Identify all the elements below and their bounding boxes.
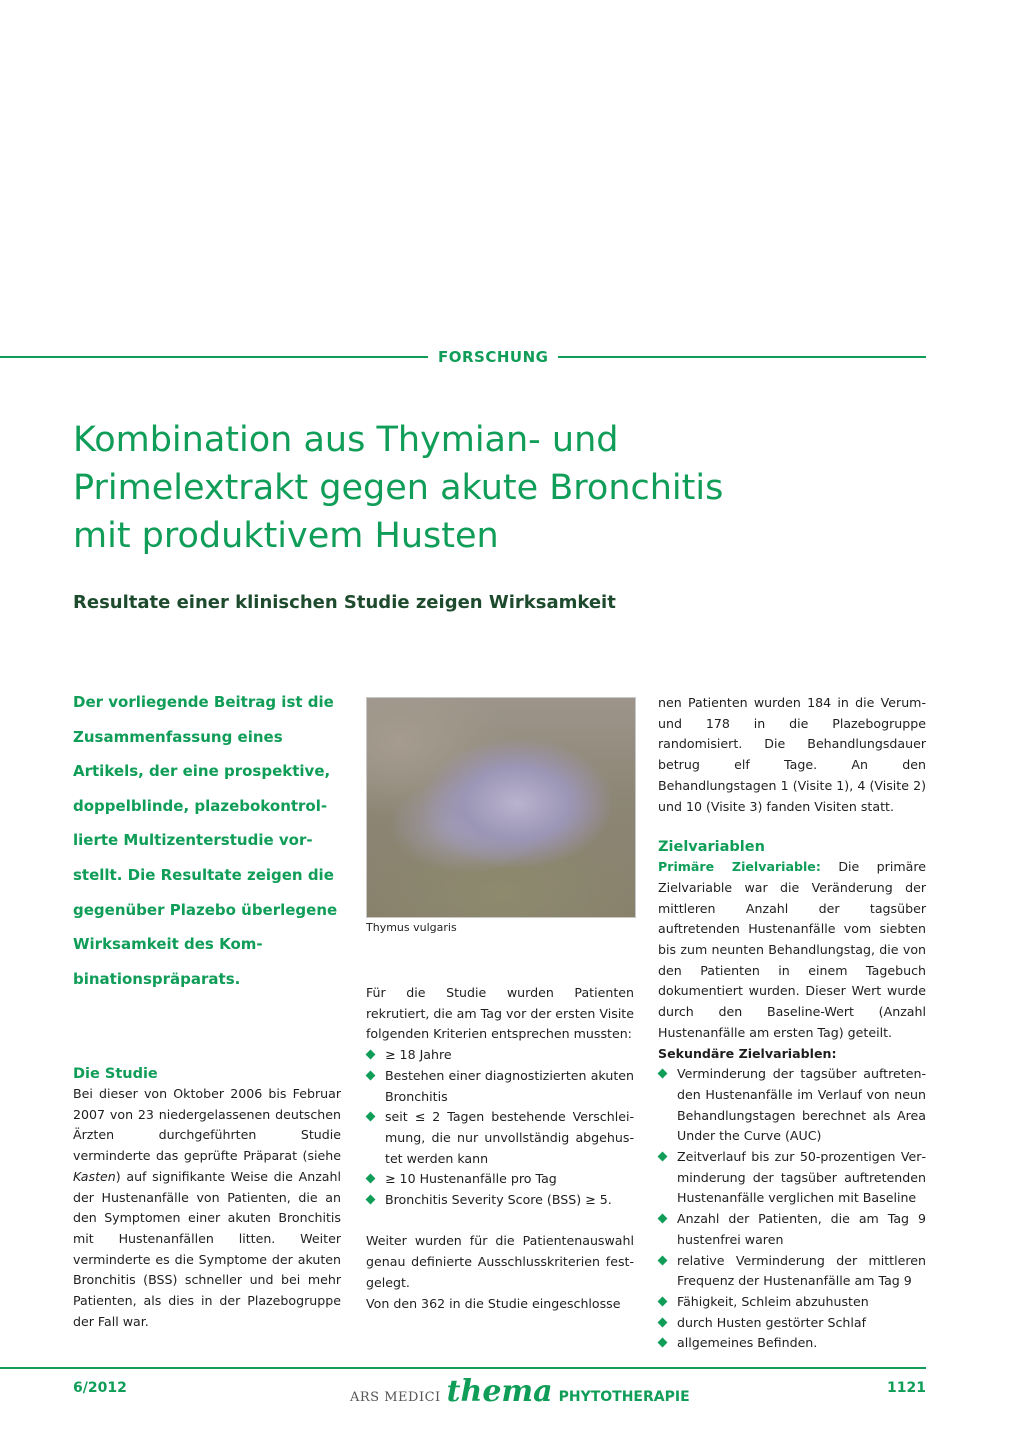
brand-section: PHYTOTHERAPIE bbox=[558, 1389, 690, 1405]
page-number: 1121 bbox=[887, 1380, 926, 1396]
journal-brand bbox=[350, 1374, 690, 1410]
section-header bbox=[0, 347, 926, 367]
list-item: durch Husten gestörter Schlaf bbox=[658, 1313, 926, 1334]
section-rule-left bbox=[0, 356, 428, 358]
primary-label: Primäre Zielvariable: bbox=[658, 859, 821, 875]
article-title bbox=[73, 416, 933, 560]
column-criteria bbox=[366, 983, 634, 1314]
studie-text-1: Bei dieser von Oktober 2006 bis Februar 2007 von 23 niedergelassenen deutschen Ärzten durchgeführten Studie verminderte das geprüfte Präparat (siehe bbox=[73, 1086, 341, 1164]
list-item: seit ≤ 2 Tagen bestehende Verschleimung, die nur unvollständig abgehustet werden kann bbox=[366, 1107, 634, 1169]
photo-caption: Thymus vulgaris bbox=[366, 921, 457, 934]
brand-thema: thema bbox=[446, 1374, 553, 1409]
secondary-label: Sekundäre Zielvariablen: bbox=[658, 1045, 837, 1061]
column-zielvariablen bbox=[658, 693, 926, 1354]
list-item: relative Verminderung der mittleren Frequenz der Hustenanfälle am Tag 9 bbox=[658, 1251, 926, 1292]
primary-text: Die primäre Zielvariable war die Veränderung der mittleren Anzahl der tagsüber auftretenden Hustenanfälle vom siebten bis zum neunten Behandlungstag, die von den Patienten in einem Tagebuch dokumentiert wurden. Dieser Wert wurde durch den Baseline-Wert (Anzahl Hustenanfälle am ersten Tag) geteilt. bbox=[658, 859, 926, 1040]
list-item: Zeitverlauf bis zur 50-prozentigen Verminderung der tagsüber auftretenden Hustenanfälle verglichen mit Baseline bbox=[658, 1147, 926, 1209]
footer-rule bbox=[0, 1367, 926, 1369]
heading-studie: Die Studie bbox=[73, 1066, 158, 1082]
list-item: Anzahl der Patienten, die am Tag 9 hustenfrei waren bbox=[658, 1209, 926, 1250]
criteria-intro: Für die Studie wurden Patienten rekrutiert, die am Tag vor der ersten Visite folgenden Kriterien entsprechen mussten: bbox=[366, 985, 634, 1042]
thymus-photo bbox=[366, 697, 636, 918]
list-item: ≥ 18 Jahre bbox=[366, 1045, 634, 1066]
primary-paragraph bbox=[658, 857, 926, 1043]
column-studie bbox=[73, 1064, 341, 1332]
randomisation-paragraph: nen Patienten wurden 184 in die Verum- und 178 in die Plazebogruppe randomisiert. Die Behandlungsdauer betrug elf Tage. An den Behandlungstagen 1 (Visite 1), 4 (Visite 2) und 10 (Visite 3) fanden Visiten statt. bbox=[658, 695, 926, 814]
criteria-list bbox=[366, 1045, 634, 1211]
heading-zielvariablen: Zielvariablen bbox=[658, 839, 765, 856]
list-item: Bestehen einer diagnostizierten akuten Bronchitis bbox=[366, 1066, 634, 1107]
section-rule-right bbox=[558, 356, 926, 358]
title-line-2: Primelextrakt gegen akute Bronchitis bbox=[73, 468, 724, 508]
article-subtitle: Resultate einer klinischen Studie zeigen Wirksamkeit bbox=[73, 592, 616, 613]
secondary-list bbox=[658, 1064, 926, 1354]
exclusion-paragraph: Weiter wurden für die Patientenauswahl genau definierte Ausschlusskriterien festgelegt. bbox=[366, 1233, 634, 1290]
studie-text-2: ) auf signifikante Weise die Anzahl der Hustenanfälle von Patienten, die an den Symptomen einer akuten Bronchitis mit Hustenanfällen litten. Weiter verminderte es die Symptome der akuten Bronchitis (BSS) schneller und bei mehr Patienten, als dies in der Plazebogruppe der Fall war. bbox=[73, 1168, 341, 1329]
list-item: Verminderung der tagsüber auftretenden Hustenanfälle im Verlauf von neun Behandlungstagen berechnet als Area Under the Curve (AUC) bbox=[658, 1064, 926, 1147]
lead-paragraph: Der vorliegende Beitrag ist die Zusammenfassung eines Artikels, der eine prospektive, doppelblinde, plazebokontrollierte Multizenterstudie vorstellt. Die Resultate zeigen die gegenüber Plazebo überlegene Wirksamkeit des Kombinationspräparats. bbox=[73, 693, 338, 988]
list-item: ≥ 10 Hustenanfälle pro Tag bbox=[366, 1169, 634, 1190]
title-line-1: Kombination aus Thymian- und bbox=[73, 420, 619, 460]
issue-number: 6/2012 bbox=[73, 1380, 127, 1396]
kasten-reference: Kasten bbox=[73, 1168, 116, 1184]
list-item: Fähigkeit, Schleim abzuhusten bbox=[658, 1292, 926, 1313]
list-item: Bronchitis Severity Score (BSS) ≥ 5. bbox=[366, 1190, 634, 1211]
continued-paragraph: Von den 362 in die Studie eingeschlosse bbox=[366, 1295, 621, 1311]
title-line-3: mit produktivem Husten bbox=[73, 516, 499, 556]
section-label: FORSCHUNG bbox=[438, 348, 549, 366]
list-item: allgemeines Befinden. bbox=[658, 1333, 926, 1354]
brand-ars-medici: ARS MEDICI bbox=[350, 1390, 441, 1405]
studie-paragraph bbox=[73, 1084, 341, 1332]
